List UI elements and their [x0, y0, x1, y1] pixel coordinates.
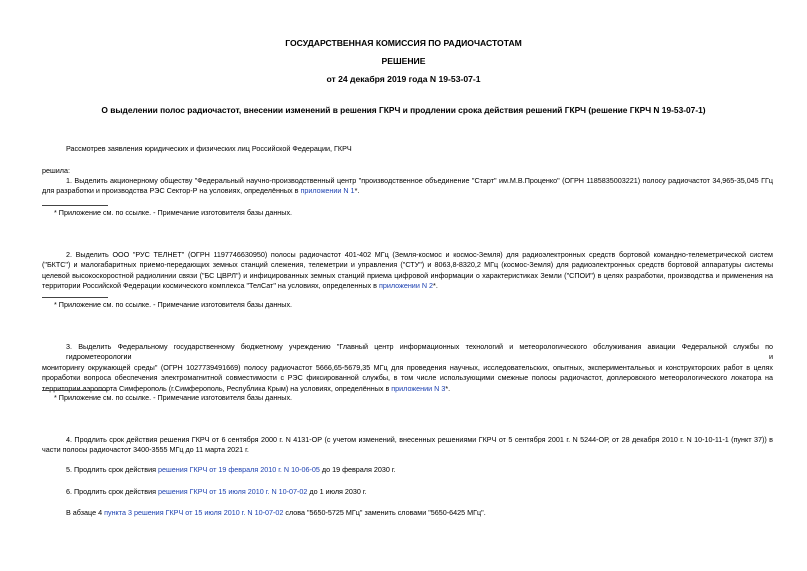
decision-clause-3-link[interactable]: пункта 3 решения ГКРЧ от 15 июля 2010 г. N 10-07-02: [104, 508, 284, 517]
paragraph-3-line-2: мониторингу окружающей среды" (ОГРН 1027739491669) полосу радиочастот 5666,65-5679,35 МГц для проведения научных, исследовательских, опытных, экспериментальных и конструкторских работ в целях: [42, 362, 773, 372]
paragraph-7-pre: В абзаце 4: [66, 508, 105, 517]
footnote-2: * Приложение см. по ссылке. - Примечание изготовителя базы данных.: [54, 300, 293, 309]
header-organization: ГОСУДАРСТВЕННАЯ КОМИССИЯ ПО РАДИОЧАСТОТАМ: [285, 38, 522, 48]
decision-2010-02-19-link[interactable]: решения ГКРЧ от 19 февраля 2010 г. N 10-06-05: [157, 465, 320, 474]
paragraph-2: [42, 250, 773, 292]
header-date-number: от 24 декабря 2019 года N 19-53-07-1: [326, 74, 481, 84]
paragraph-1-line-2: [42, 186, 773, 196]
document-title: О выделении полос радиочастот, внесении изменений в решения ГКРЧ и продлении срока действия решений ГКРЧ (решение ГКРЧ N 19-53-07-1): [101, 105, 706, 115]
paragraph-5-post: до 19 февраля 2030 г.: [319, 465, 396, 474]
appendix-3-link[interactable]: приложении N 3: [391, 383, 446, 393]
paragraph-2-asterisk: *.: [433, 281, 438, 291]
resolved-label: решила:: [42, 166, 70, 175]
paragraph-4-line-2: части полосы радиочастот 3400-3555 МГц до 11 марта 2021 г.: [42, 445, 249, 455]
paragraph-5: [66, 465, 769, 475]
appendix-2-link[interactable]: приложении N 2: [378, 281, 434, 291]
footnote-separator-2: [42, 297, 108, 298]
footnote-3: * Приложение см. по ссылке. - Примечание изготовителя базы данных.: [54, 393, 293, 402]
paragraph-4-line-1: 4. Продлить срок действия решения ГКРЧ от 6 сентября 2000 г. N 4131-ОР (с учетом изменений, внесенных решениями ГКРЧ от 5 сентября 2001 г. N 5244-ОР, от 28 декабря 2010 г. N 10-10-11-1 (пункт 37)) в: [66, 435, 773, 444]
paragraph-1: [42, 176, 773, 197]
paragraph-6-pre: 6. Продлить срок действия: [66, 487, 158, 496]
paragraph-2-text: территории Российской Федерации космического комплекса "ТелСат" на условиях, определенных в: [42, 281, 379, 291]
paragraph-6: [66, 487, 769, 497]
paragraph-1-asterisk: *.: [354, 186, 360, 196]
paragraph-5-pre: 5. Продлить срок действия: [66, 465, 158, 474]
appendix-1-link[interactable]: приложении N 1: [300, 186, 355, 196]
paragraph-6-line: [66, 487, 769, 497]
paragraph-5-line: [66, 465, 769, 475]
header-doc-type: РЕШЕНИЕ: [381, 56, 426, 66]
decision-2010-07-15-link[interactable]: решения ГКРЧ от 15 июля 2010 г. N 10-07-02: [157, 487, 308, 496]
paragraph-7: [66, 508, 769, 518]
paragraph-7-post: слова "5650-5725 МГц" заменить словами "5650-6425 МГц".: [283, 508, 486, 517]
footnote-separator-3: [42, 390, 108, 391]
paragraph-1-line-1: 1. Выделить акционерному обществу "Федеральный научно-производственный центр "производственное объединение "Старт" им.М.В.Проценко" (ОГРН 1185835003221) полосу радиочастот 34,965-35,045 ГГц: [66, 176, 773, 185]
paragraph-3-line-3: проработки вопроса обеспечения электромагнитной совместимости с РЭС фиксированной службы, в том числе использующими смежные полосы радиочастот, доплеровского метеорологического локатора на: [42, 373, 773, 383]
paragraph-2-line-2: ("БКТС") и малогабаритных приемо-передающих земных станций слежения, телеметрии и управления ("СТУ") и 8063,8-8320,2 МГц (космос-Земля) для радиоэлектронных средств бортовой аппаратуры системы: [42, 260, 773, 270]
paragraph-3-asterisk: *.: [445, 383, 451, 393]
paragraph-3: [42, 342, 773, 394]
paragraph-4: [42, 435, 773, 456]
paragraph-3-text: территории аэропорта Симферополь (г.Симферополь, Республика Крым) на условиях, определённых в: [42, 383, 392, 393]
paragraph-6-post: до 1 июля 2030 г.: [307, 487, 367, 496]
paragraph-2-line-1: 2. Выделить ООО "РУС ТЕЛНЕТ" (ОГРН 1197746630950) полосы радиочастот 401-402 МГц (Земля-космос и космос-Земля) для радиоэлектронных средств бортовой командно-телеметрической систем: [66, 250, 773, 259]
paragraph-7-line: [66, 508, 769, 518]
footnote-1: * Приложение см. по ссылке. - Примечание изготовителя базы данных.: [54, 208, 293, 217]
preamble: Рассмотрев заявления юридических и физических лиц Российской Федерации, ГКРЧ: [66, 144, 352, 153]
paragraph-2-line-4: [42, 281, 773, 291]
paragraph-1-text: для разработки и производства РЭС Сектор-Р на условиях, определённых в: [42, 186, 301, 196]
footnote-separator-1: [42, 205, 108, 206]
paragraph-3-line-1: 3. Выделить Федеральному государственному бюджетному учреждению "Главный центр информационных технологий и метеорологического обслуживания авиации Федеральной службы по гидрометеорологии и: [66, 342, 773, 362]
paragraph-2-line-3: целевой высокоскоростной радиолинии связи ("БС ЦВРЛ") и инфицированных земных станций приема цифровой информации о характеристиках Земли ("СПОИ") в целях разработки, производства и применения на: [42, 270, 773, 280]
